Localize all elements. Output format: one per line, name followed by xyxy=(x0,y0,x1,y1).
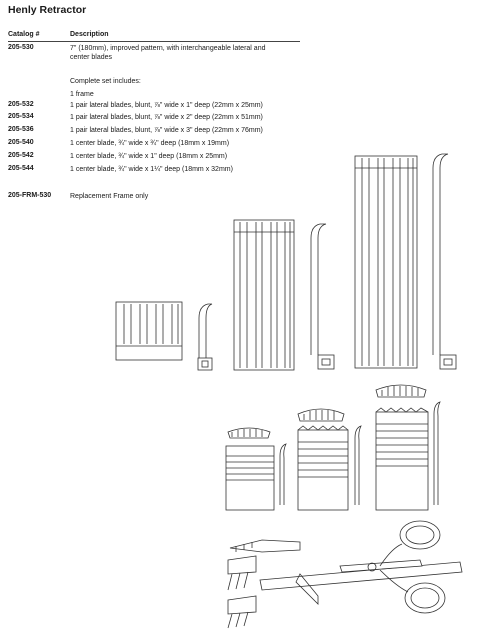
item-description: 1 pair lateral blades, blunt, ⅞" wide x 2" deep (22mm x 51mm) xyxy=(70,114,263,121)
assembled-retractor-illustration xyxy=(228,521,462,628)
item-description: 1 pair lateral blades, blunt, ⅞" wide x 1" deep (22mm x 25mm) xyxy=(70,102,263,109)
item-catalog-number: 205-540 xyxy=(8,139,34,146)
description-header: Description xyxy=(70,31,109,38)
lateral-blade-set-small-illustration xyxy=(116,302,212,370)
catalog-header: Catalog # xyxy=(8,31,40,38)
lateral-blade-set-medium-illustration xyxy=(234,220,334,370)
item-catalog-number: 205-542 xyxy=(8,152,34,159)
item-catalog-number: 205-532 xyxy=(8,101,34,108)
item-description: 1 center blade, ¾" wide x 1" deep (18mm x 25mm) xyxy=(70,153,228,160)
item-description: 1 pair lateral blades, blunt, ⅞" wide x 3" deep (22mm x 76mm) xyxy=(70,127,263,134)
item-catalog-number: 205-534 xyxy=(8,113,34,120)
lateral-blade-set-large-illustration xyxy=(355,154,456,369)
replacement-catalog-number: 205-FRM-530 xyxy=(8,192,52,199)
main-description-line: 7" (180mm), improved pattern, with interchangeable lateral and xyxy=(70,45,266,52)
center-blade-medium-illustration xyxy=(298,409,361,510)
page-title: Henly Retractor xyxy=(8,4,87,16)
item-catalog-number: 205-536 xyxy=(8,126,34,133)
replacement-description: Replacement Frame only xyxy=(70,193,149,200)
complete-set-label: Complete set includes: xyxy=(70,78,141,85)
item-description: 1 center blade, ¾" wide x 1¼" deep (18mm x 32mm) xyxy=(70,166,233,173)
item-description: 1 center blade, ¾" wide x ¾" deep (18mm x 19mm) xyxy=(70,140,230,147)
main-catalog-number: 205-530 xyxy=(8,44,34,51)
center-blade-large-illustration xyxy=(376,385,440,510)
item-catalog-number: 205-544 xyxy=(8,165,34,172)
frame-label: 1 frame xyxy=(70,91,94,98)
main-description-line: center blades xyxy=(70,54,113,61)
center-blade-small-illustration xyxy=(226,428,286,510)
